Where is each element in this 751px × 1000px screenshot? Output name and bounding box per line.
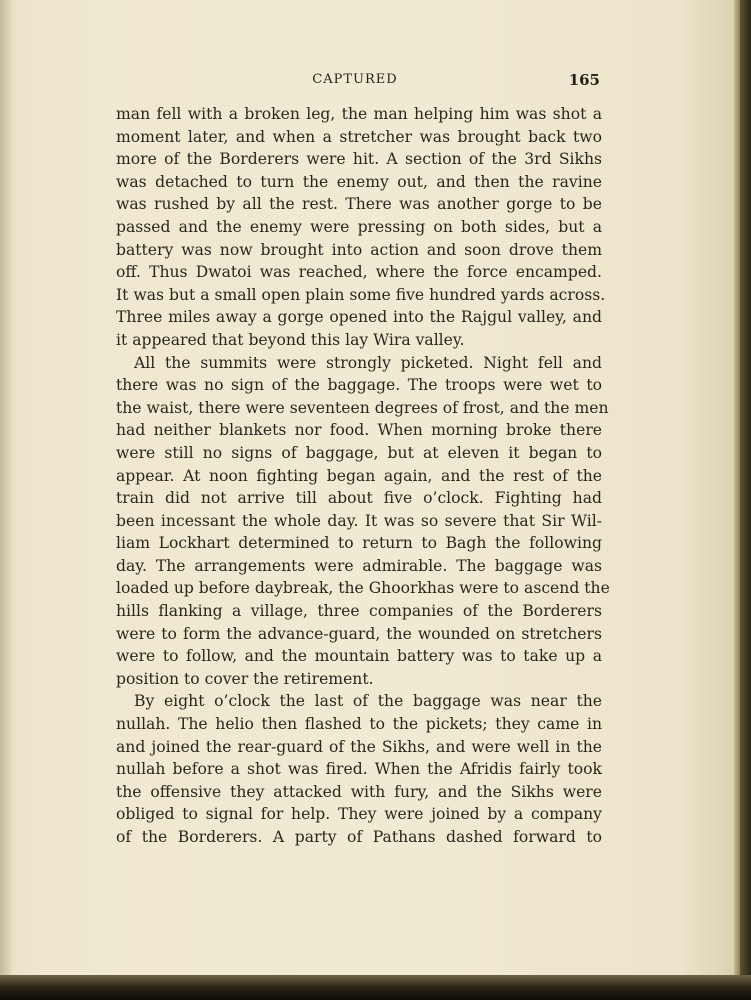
text-line: were still no signs of baggage, but at eleven it began to — [116, 443, 602, 462]
text-line: been incessant the whole day. It was so severe that Sir Wil- — [116, 511, 602, 530]
chapter-title: CAPTURED — [312, 72, 398, 87]
text-line: was detached to turn the enemy out, and then the ravine — [116, 172, 602, 191]
running-head — [110, 70, 600, 90]
text-line: were to form the advance-guard, the wounded on stretchers — [116, 624, 602, 643]
text-line: position to cover the retirement. — [116, 669, 374, 688]
text-line: had neither blankets nor food. When morning broke there — [116, 421, 602, 440]
text-line: it appeared that beyond this lay Wira valley. — [116, 330, 465, 349]
book-cover-edge — [740, 0, 751, 1000]
text-line: All the summits were strongly picketed. Night fell and — [134, 353, 602, 372]
text-line: of the Borderers. A party of Pathans dashed forward to — [116, 828, 602, 846]
text-line: obliged to signal for help. They were joined by a company — [116, 805, 602, 824]
text-line: liam Lockhart determined to return to Bagh the following — [116, 534, 602, 553]
text-line: the waist, there were seventeen degrees of frost, and the men — [116, 398, 609, 417]
text-line: man fell with a broken leg, the man helping him was shot a — [116, 105, 602, 123]
text-line: were to follow, and the mountain battery was to take up a — [116, 647, 602, 666]
text-line: the offensive they attacked with fury, and the Sikhs were — [116, 782, 602, 801]
text-line: hills flanking a village, three companies of the Borderers — [116, 602, 602, 621]
body-text — [116, 103, 610, 849]
book-bottom-edge — [0, 975, 751, 1000]
page-number: 165 — [568, 71, 600, 89]
text-line: day. The arrangements were admirable. The baggage was — [116, 556, 602, 575]
text-line: battery was now brought into action and soon drove them — [116, 240, 602, 259]
text-line: Three miles away a gorge opened into the Rajgul valley, and — [116, 308, 602, 327]
text-line: there was no sign of the baggage. The troops were wet to — [116, 376, 602, 395]
text-line: moment later, and when a stretcher was brought back two — [116, 127, 602, 146]
text-line: nullah before a shot was fired. When the Afridis fairly took — [116, 760, 602, 779]
text-line: By eight o’clock the last of the baggage was near the — [134, 692, 602, 711]
text-line: appear. At noon fighting began again, and the rest of the — [116, 466, 602, 485]
spine-shadow — [0, 0, 14, 986]
text-line: train did not arrive till about five o’clock. Fighting had — [116, 489, 602, 508]
text-line: passed and the enemy were pressing on both sides, but a — [116, 217, 602, 236]
text-line: loaded up before daybreak, the Ghoorkhas were to ascend the — [116, 579, 610, 598]
text-line: was rushed by all the rest. There was another gorge to be — [116, 195, 602, 214]
text-line: more of the Borderers were hit. A section of the 3rd Sikhs — [116, 150, 602, 169]
text-line: and joined the rear-guard of the Sikhs, and were well in the — [116, 737, 602, 756]
text-line: nullah. The helio then flashed to the pickets; they came in — [116, 715, 602, 734]
text-line: It was but a small open plain some five hundred yards across. — [116, 285, 606, 304]
text-line: off. Thus Dwatoi was reached, where the force encamped. — [116, 263, 602, 282]
